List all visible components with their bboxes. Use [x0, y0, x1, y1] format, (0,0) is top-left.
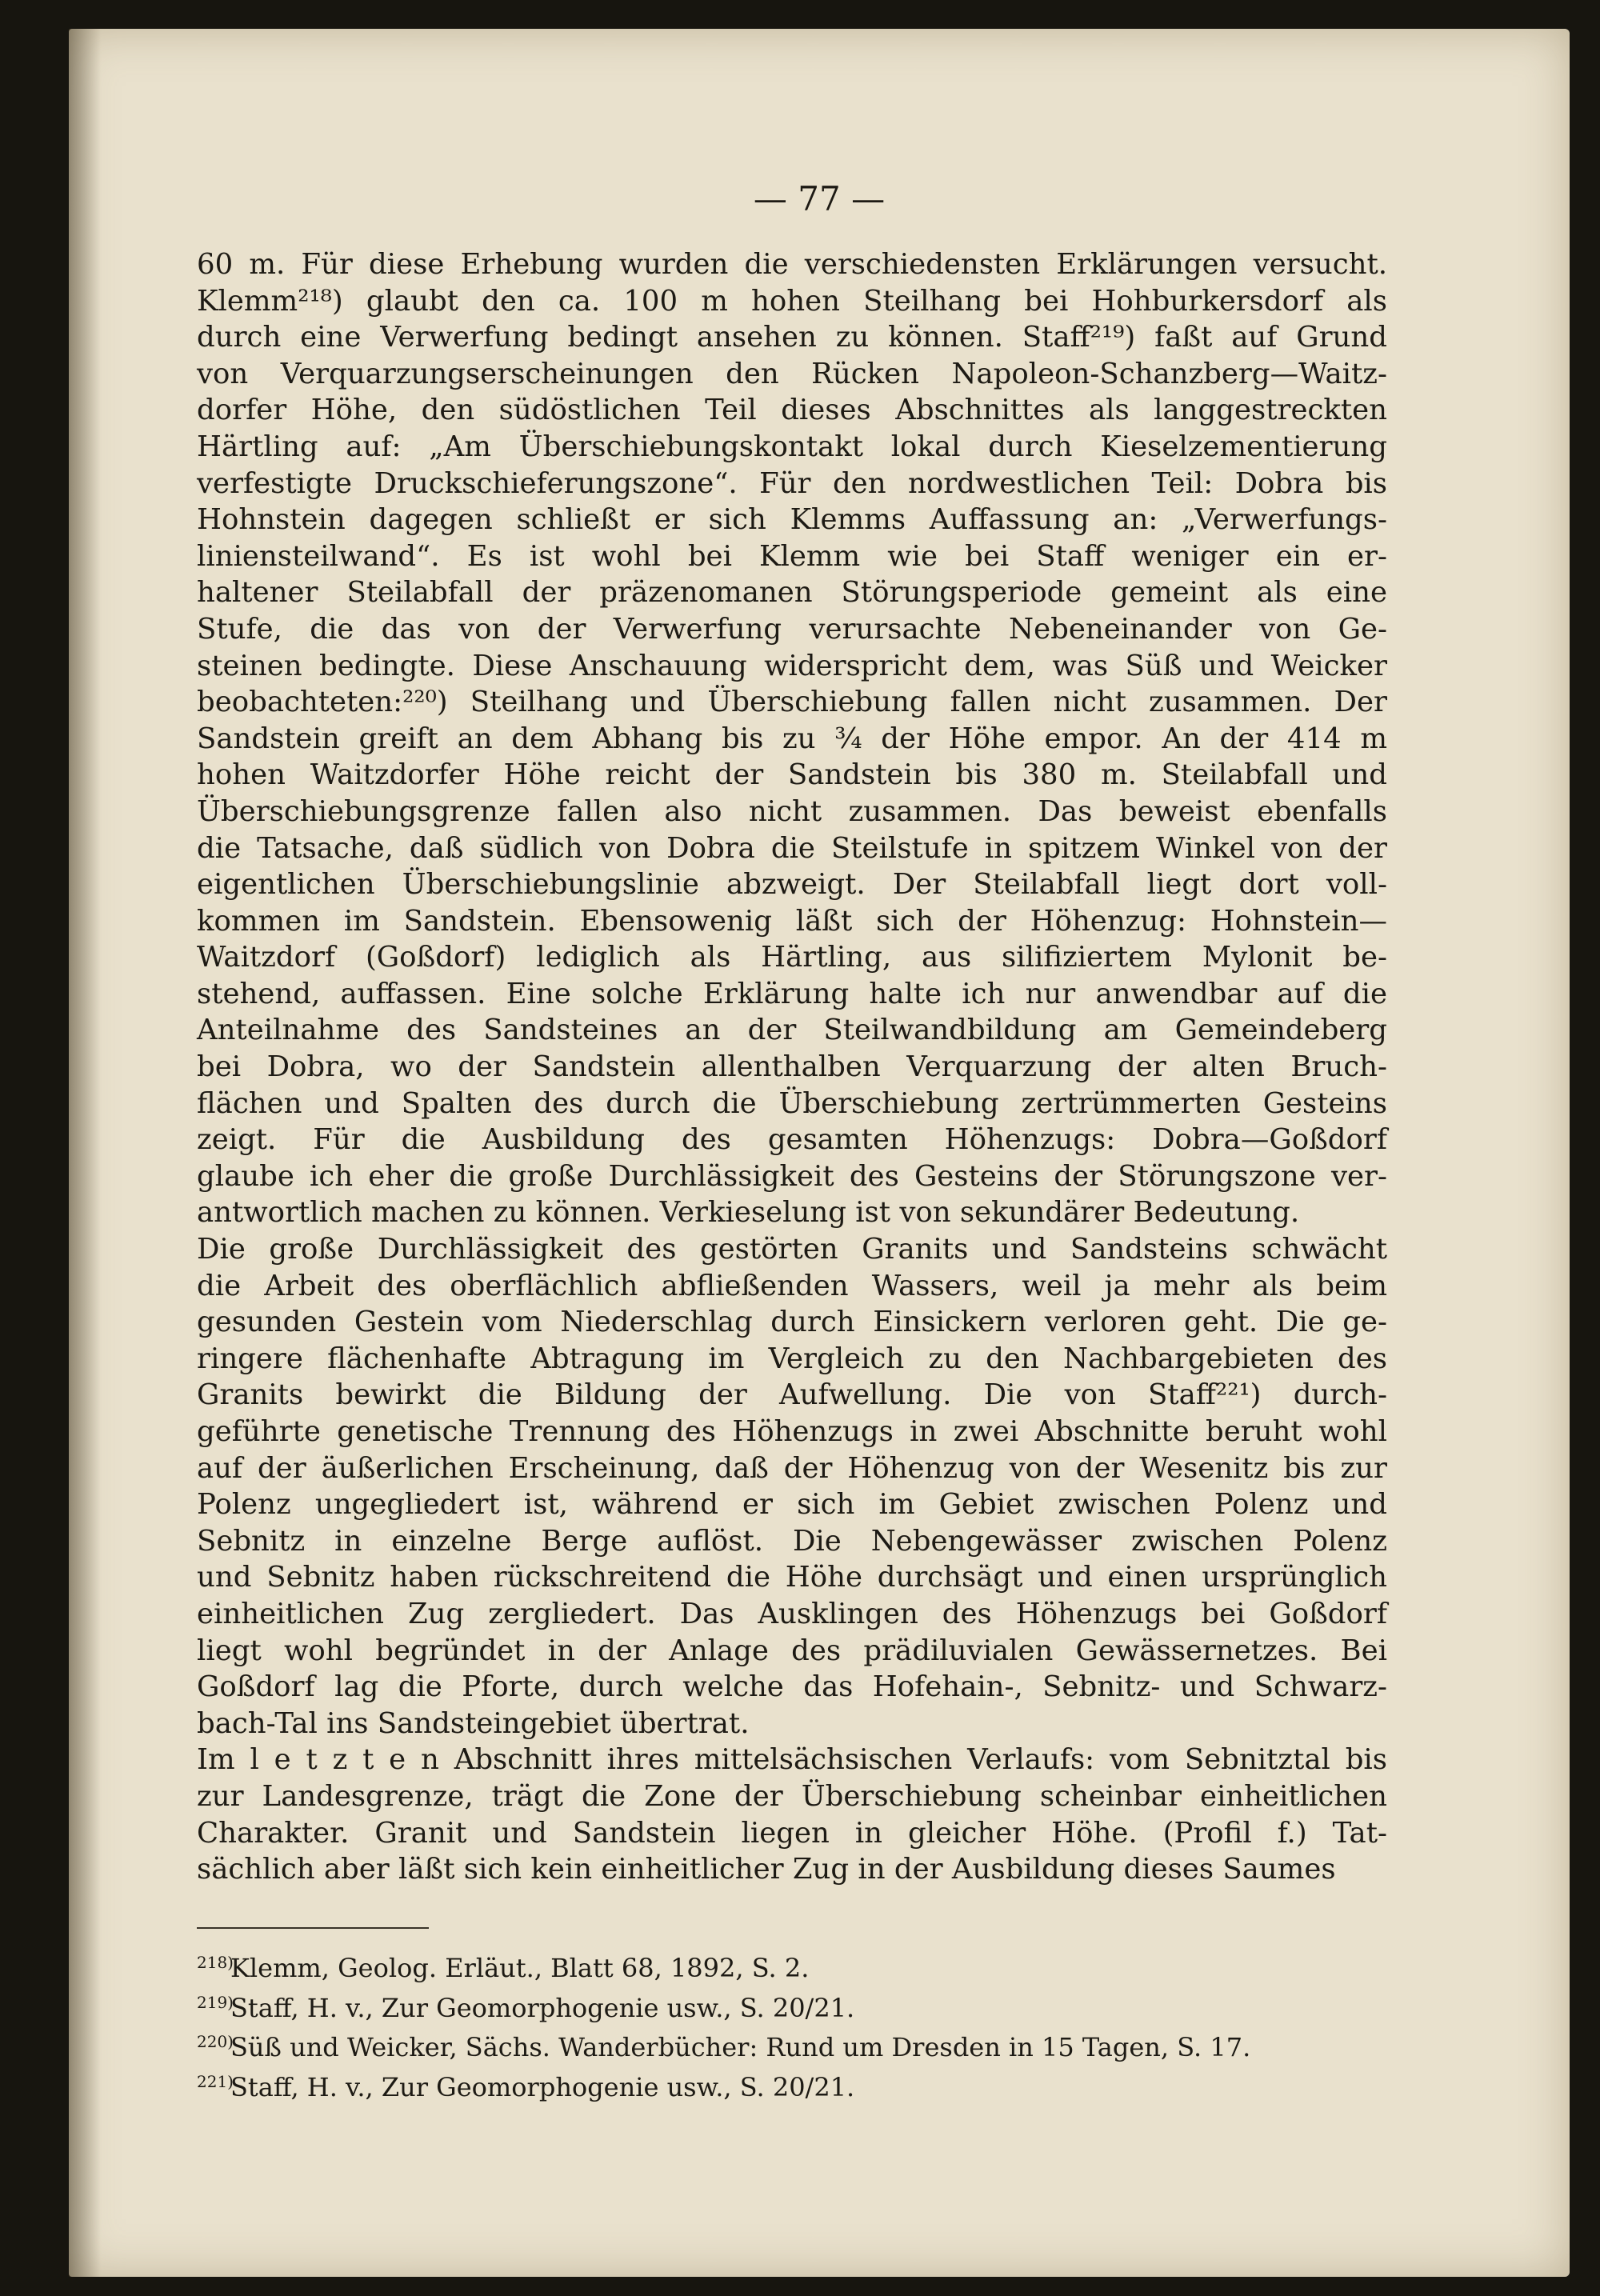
text-line: zur Landesgrenze, trägt die Zone der Überschiebung scheinbar einheitlichen: [197, 1779, 1387, 1813]
text-line: glaube ich eher die große Durchlässigkeit des Gesteins der Störungszone ver-: [197, 1159, 1387, 1193]
footnote-text: Süß und Weicker, Sächs. Wanderbücher: Rund um Dresden in 15 Tagen, S. 17.: [230, 2032, 1251, 2062]
text-line: die Arbeit des oberflächlich abfließenden Wassers, weil ja mehr als beim: [197, 1269, 1387, 1302]
text-line: hohen Waitzdorfer Höhe reicht der Sandstein bis 380 m. Steilabfall und: [197, 758, 1387, 792]
body-text: [197, 246, 1387, 1888]
text-line: Härtling auf: „Am Überschiebungskontakt lokal durch Kieselzementierung: [197, 430, 1387, 463]
text-line: liniensteilwand“. Es ist wohl bei Klemm wie bei Staff weniger ein er-: [197, 539, 1387, 573]
text-line: bei Dobra, wo der Sandstein allenthalben Verquarzung der alten Bruch-: [197, 1050, 1387, 1084]
footnote: [197, 1986, 1381, 2026]
text-line: beobachteten:²²⁰) Steilhang und Überschiebung fallen nicht zusammen. Der: [197, 686, 1387, 719]
footnotes: [197, 1946, 1381, 2104]
text-line: einheitlichen Zug zergliedert. Das Ausklingen des Höhenzugs bei Goßdorf: [197, 1597, 1387, 1630]
text-line: stehend, auffassen. Eine solche Erklärung halte ich nur anwendbar auf die: [197, 977, 1387, 1010]
footnote-mark: 220): [197, 2032, 234, 2051]
text-line: gesunden Gestein vom Niederschlag durch Einsickern verloren geht. Die ge-: [197, 1306, 1387, 1339]
text-line: von Verquarzungserscheinungen den Rücken Napoleon-Schanzberg—Waitz-: [197, 357, 1387, 390]
text-line: antwortlich machen zu können. Verkieselung ist von sekundärer Bedeutung.: [197, 1196, 1300, 1230]
text-line: sächlich aber läßt sich kein einheitlicher Zug in der Ausbildung dieses Saumes: [197, 1853, 1336, 1886]
text-line: zeigt. Für die Ausbildung des gesamten Höhenzugs: Dobra—Goßdorf: [197, 1123, 1387, 1157]
text-line: haltener Steilabfall der präzenomanen Störungsperiode gemeint als eine: [197, 576, 1387, 610]
page-gutter-shadow: [69, 29, 101, 2277]
text-line: Charakter. Granit und Sandstein liegen in gleicher Höhe. (Profil f.) Tat-: [197, 1816, 1387, 1850]
text-line: Sandstein greift an dem Abhang bis zu ¾ der Höhe empor. An der 414 m: [197, 722, 1387, 755]
footnote-mark: 221): [197, 2071, 234, 2091]
text-line: steinen bedingte. Diese Anschauung widerspricht dem, was Süß und Weicker: [197, 649, 1387, 682]
text-line: 60 m. Für diese Erhebung wurden die verschiedensten Erklärungen versucht.: [197, 248, 1387, 281]
text-line: bach-Tal ins Sandsteingebiet übertrat.: [197, 1706, 750, 1740]
footnote: [197, 2025, 1381, 2065]
text-line: auf der äußerlichen Erscheinung, daß der Höhenzug von der Wesenitz bis zur: [197, 1451, 1387, 1485]
page-number: — 77 —: [753, 179, 886, 218]
text-line: geführte genetische Trennung des Höhenzugs in zwei Abschnitte beruht wohl: [197, 1415, 1387, 1448]
text-line: eigentlichen Überschiebungslinie abzweigt. Der Steilabfall liegt dort voll-: [197, 868, 1387, 902]
text-line: verfestigte Druckschieferungszone“. Für den nordwestlichen Teil: Dobra bis: [197, 466, 1387, 500]
text-line: durch eine Verwerfung bedingt ansehen zu können. Staff²¹⁹) faßt auf Grund: [197, 321, 1387, 354]
footnote-text: Staff, H. v., Zur Geomorphogenie usw., S. 20/21.: [230, 2071, 855, 2102]
footnote: [197, 1946, 1381, 1986]
text-line: Anteilnahme des Sandsteines an der Steilwandbildung am Gemeindeberg: [197, 1014, 1387, 1047]
footnote: [197, 2065, 1381, 2105]
text-line: dorfer Höhe, den südöstlichen Teil dieses Abschnittes als langgestreckten: [197, 394, 1387, 427]
text-line: flächen und Spalten des durch die Überschiebung zertrümmerten Gesteins: [197, 1086, 1387, 1120]
footnote-rule: [197, 1927, 429, 1929]
text-line: Waitzdorf (Goßdorf) lediglich als Härtling, aus silifiziertem Mylonit be-: [197, 941, 1387, 974]
text-line: Polenz ungegliedert ist, während er sich im Gebiet zwischen Polenz und: [197, 1488, 1387, 1522]
text-line: liegt wohl begründet in der Anlage des prädiluvialen Gewässernetzes. Bei: [197, 1634, 1387, 1667]
text-line: Goßdorf lag die Pforte, durch welche das Hofehain-, Sebnitz- und Schwarz-: [197, 1670, 1387, 1704]
text-line: Stufe, die das von der Verwerfung verursachte Nebeneinander von Ge-: [197, 612, 1387, 646]
book-page: [69, 29, 1570, 2277]
text-line: die Tatsache, daß südlich von Dobra die Steilstufe in spitzem Winkel von der: [197, 831, 1387, 865]
text-line: Im l e t z t e n Abschnitt ihres mittelsächsischen Verlaufs: vom Sebnitztal bis: [197, 1743, 1387, 1777]
text-line: und Sebnitz haben rückschreitend die Höhe durchsägt und einen ursprünglich: [197, 1561, 1387, 1594]
text-line: kommen im Sandstein. Ebensowenig läßt sich der Höhenzug: Hohnstein—: [197, 904, 1387, 938]
text-line: Überschiebungsgrenze fallen also nicht zusammen. Das beweist ebenfalls: [197, 794, 1387, 828]
text-line: Klemm²¹⁸) glaubt den ca. 100 m hohen Steilhang bei Hohburkersdorf als: [197, 284, 1387, 318]
text-line: Hohnstein dagegen schließt er sich Klemms Auffassung an: „Verwerfungs-: [197, 503, 1387, 537]
text-line: Granits bewirkt die Bildung der Aufwellung. Die von Staff²²¹) durch-: [197, 1378, 1387, 1412]
footnote-text: Staff, H. v., Zur Geomorphogenie usw., S. 20/21.: [230, 1992, 855, 2023]
footnote-text: Klemm, Geolog. Erläut., Blatt 68, 1892, S. 2.: [230, 1953, 810, 1983]
text-line: Sebnitz in einzelne Berge auflöst. Die Nebengewässer zwischen Polenz: [197, 1524, 1387, 1558]
text-line: ringere flächenhafte Abtragung im Vergleich zu den Nachbargebieten des: [197, 1342, 1387, 1375]
text-line: Die große Durchlässigkeit des gestörten Granits und Sandsteins schwächt: [197, 1233, 1387, 1266]
footnote-mark: 219): [197, 1992, 234, 2012]
footnote-mark: 218): [197, 1953, 234, 1972]
